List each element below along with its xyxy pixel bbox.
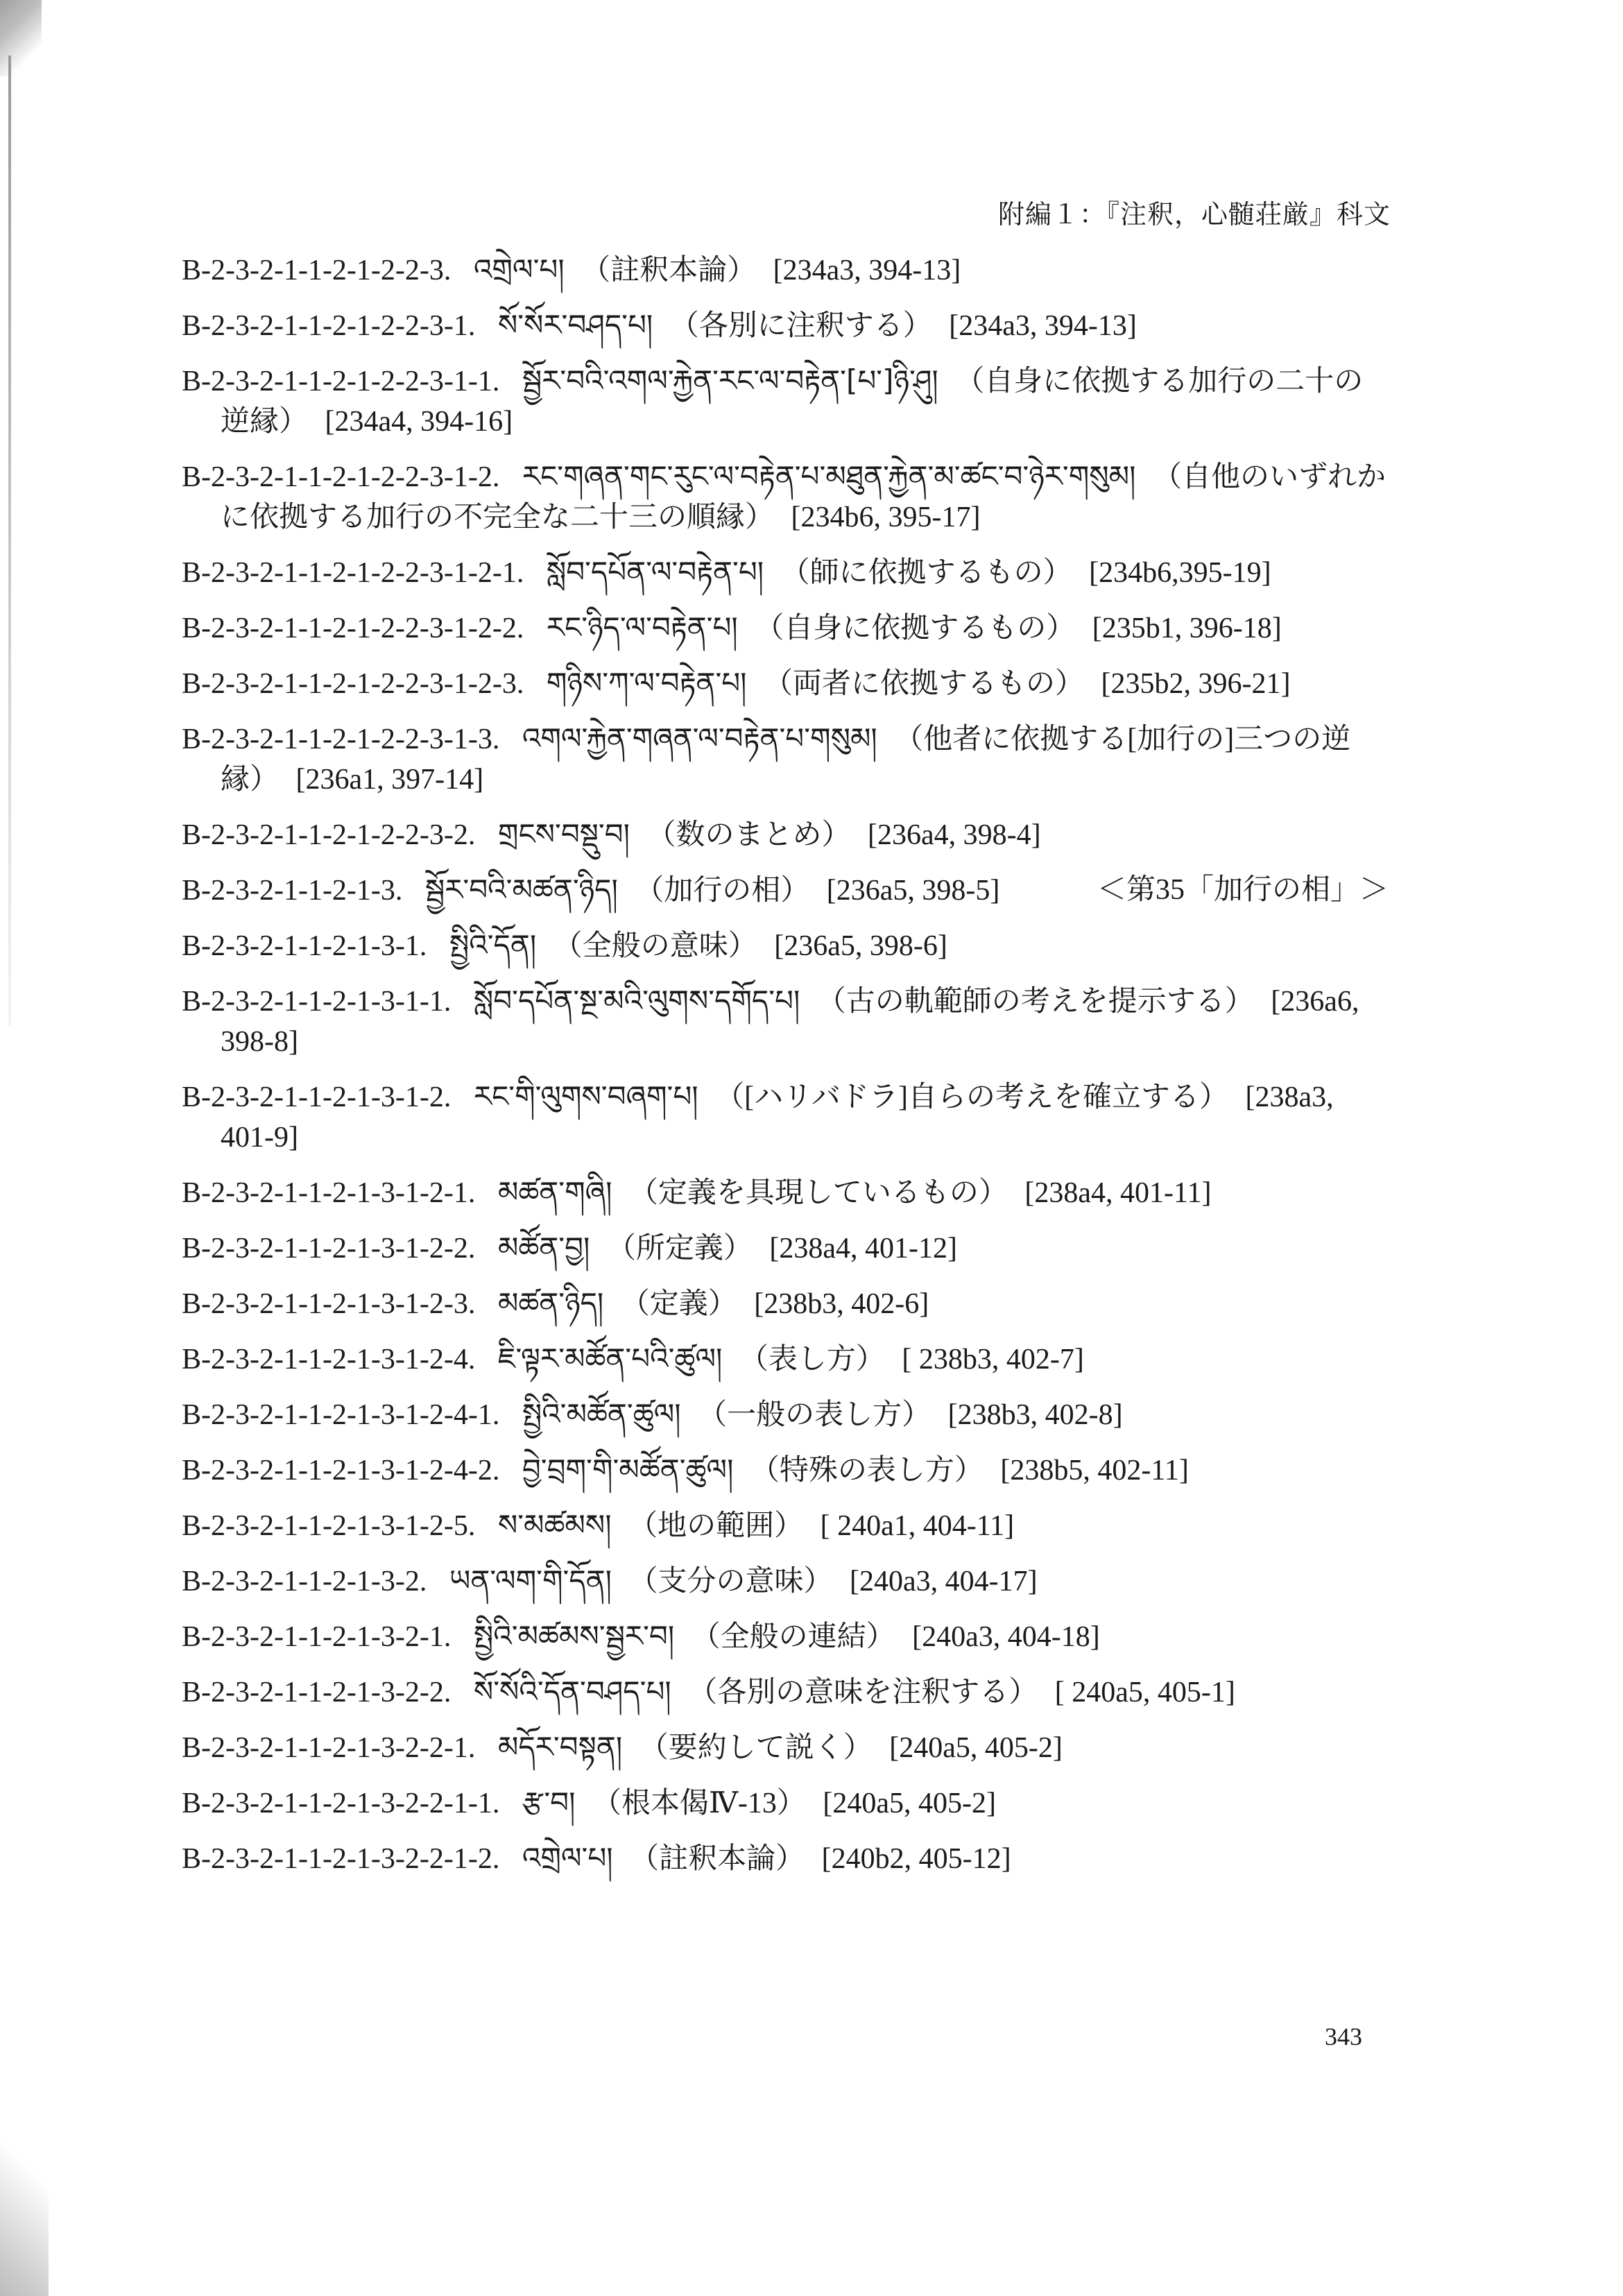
running-header: 附編１：『注釈，心髄荘厳』科文 xyxy=(997,200,1391,230)
outline-entry xyxy=(182,1783,1389,1824)
entry-japanese-title: （定義） xyxy=(620,1288,737,1320)
entry-tibetan-title: མཚོན་བྱ། xyxy=(497,1231,590,1265)
outline-entry xyxy=(182,1838,1389,1879)
scan-shadow-bottom xyxy=(0,2116,49,2296)
entry-code: B-2-3-2-1-1-2-1-2-2-3-1-2-2. xyxy=(182,612,524,644)
entry-japanese-title: （各別の意味を注釈する） xyxy=(688,1677,1038,1708)
entry-reference: [236a6, 398-8] xyxy=(221,986,1359,1058)
outline-entry xyxy=(182,981,1389,1062)
entry-code: B-2-3-2-1-1-2-1-3-2-2-1. xyxy=(182,1732,476,1764)
entry-reference: [240a5, 405-2] xyxy=(823,1788,996,1819)
entry-code: B-2-3-2-1-1-2-1-2-2-3-2. xyxy=(182,819,476,851)
outline-entry xyxy=(182,361,1389,442)
entry-reference: [234b6, 395-17] xyxy=(791,502,981,533)
entry-japanese-title: （加行の相） xyxy=(635,875,810,907)
entry-code: B-2-3-2-1-1-2-1-3-1-2-4-1. xyxy=(182,1399,500,1431)
entry-reference: [240a3, 404-18] xyxy=(912,1621,1100,1653)
entry-code: B-2-3-2-1-1-2-1-2-2-3-1-2-3. xyxy=(182,668,524,700)
entry-reference: [238a3, 401-9] xyxy=(221,1081,1334,1154)
outline-entry xyxy=(182,719,1389,800)
outline-entry xyxy=(182,925,1389,966)
entry-tibetan-title: མཚན་ཉིད། xyxy=(497,1286,604,1320)
entry-japanese-title: （註釈本論） xyxy=(630,1843,805,1875)
outline-entry xyxy=(182,1561,1389,1602)
entry-japanese-title: （表し方） xyxy=(739,1344,885,1376)
entry-reference: [238b5, 402-11] xyxy=(1000,1455,1189,1487)
entry-japanese-title: （全般の連結） xyxy=(691,1621,895,1653)
outline-entry xyxy=(182,1672,1389,1713)
entry-tibetan-title: ཡན་ལག་གི་དོན། xyxy=(449,1563,612,1597)
outline-entry xyxy=(182,608,1389,649)
entry-japanese-title: （所定義） xyxy=(606,1233,753,1265)
entry-japanese-title: （一般の表し方） xyxy=(698,1399,931,1431)
entry-reference: [ 240a5, 405-1] xyxy=(1054,1677,1235,1708)
entry-tibetan-title: སྤྱིའི་དོན། xyxy=(449,928,537,962)
entry-japanese-title: （[ハリバドラ]自らの考えを確立する） xyxy=(715,1081,1228,1113)
entry-code: B-2-3-2-1-1-2-1-3-1-2-5. xyxy=(182,1510,476,1542)
entry-reference: [240a5, 405-2] xyxy=(889,1732,1063,1764)
outline-entry xyxy=(182,1505,1389,1546)
outline-entry xyxy=(182,1172,1389,1213)
entry-japanese-title: （自身に依拠するもの） xyxy=(755,612,1076,644)
entry-japanese-title: （根本偈Ⅳ-13） xyxy=(592,1788,806,1819)
entry-japanese-title: （他者に依拠する[加行の]三つの逆縁） xyxy=(221,723,1351,796)
entry-code: B-2-3-2-1-1-2-1-3-1-1. xyxy=(182,986,452,1018)
entry-code: B-2-3-2-1-1-2-1-2-2-3-1-3. xyxy=(182,723,500,755)
outline-entry xyxy=(182,1450,1389,1491)
entry-tibetan-title: སོ་སོའི་དོན་བཤད་པ། xyxy=(473,1674,671,1708)
entry-code: B-2-3-2-1-1-2-1-3-1-2. xyxy=(182,1081,452,1113)
entry-japanese-title: （自他のいずれかに依拠する加行の不完全な二十三の順縁） xyxy=(221,461,1386,533)
entry-code: B-2-3-2-1-1-2-1-3. xyxy=(182,875,403,907)
entry-code: B-2-3-2-1-1-2-1-2-2-3. xyxy=(182,255,452,286)
outline-entry xyxy=(182,1228,1389,1269)
entry-tibetan-title: སྤྱིའི་མཚམས་སྦྱར་བ། xyxy=(473,1619,675,1653)
entry-reference: [234a4, 394-16] xyxy=(325,406,513,438)
entry-reference: [236a4, 398-4] xyxy=(867,819,1041,851)
entry-reference: [ 240a1, 404-11] xyxy=(820,1510,1015,1542)
outline-entry xyxy=(182,552,1389,593)
outline-entry xyxy=(182,250,1389,291)
entry-reference: [235b2, 396-21] xyxy=(1101,668,1291,700)
entry-code: B-2-3-2-1-1-2-1-3-1-2-3. xyxy=(182,1288,476,1320)
entry-tibetan-title: འགྲེལ་པ། xyxy=(522,1841,613,1875)
entry-code: B-2-3-2-1-1-2-1-2-2-3-1-2. xyxy=(182,461,500,493)
entry-code: B-2-3-2-1-1-2-1-3-1-2-1. xyxy=(182,1177,476,1209)
entry-tibetan-title: ཇི་ལྟར་མཚོན་པའི་ཚུལ། xyxy=(497,1342,723,1376)
entry-code: B-2-3-2-1-1-2-1-3-1. xyxy=(182,930,427,962)
entry-japanese-title: （各別に注釈する） xyxy=(669,310,932,342)
outline-entry xyxy=(182,456,1389,538)
entry-reference: [238a4, 401-11] xyxy=(1024,1177,1212,1209)
entry-reference: [240b2, 405-12] xyxy=(821,1843,1011,1875)
entry-japanese-title: （師に依拠するもの） xyxy=(780,557,1072,589)
entry-tibetan-title: སྦྱོར་བའི་མཚན་ཉིད། xyxy=(424,873,618,907)
entry-tibetan-title: གཉིས་ཀ་ལ་བརྟེན་པ། xyxy=(546,666,747,700)
entry-code: B-2-3-2-1-1-2-1-3-2-2-1-1. xyxy=(182,1788,500,1819)
entry-japanese-title: （要約して説く） xyxy=(639,1732,873,1764)
outline-entry xyxy=(182,1727,1389,1768)
entry-tibetan-title: འགྲེལ་པ། xyxy=(473,252,565,286)
outline-entry xyxy=(182,1283,1389,1324)
entry-reference: [234a3, 394-13] xyxy=(949,310,1137,342)
entry-japanese-title: （数のまとめ） xyxy=(646,819,851,851)
outline-entry xyxy=(182,1394,1389,1435)
outline-entry xyxy=(182,1339,1389,1380)
entry-tibetan-title: སྦྱོར་བའི་འགལ་རྐྱེན་རང་ལ་བརྟེན་[པ་]ཉི་ཤུ། xyxy=(522,363,938,397)
scan-binding-edge xyxy=(8,55,11,1027)
entry-code: B-2-3-2-1-1-2-1-3-2-2-1-2. xyxy=(182,1843,500,1875)
entry-reference: [238a4, 401-12] xyxy=(769,1233,957,1265)
entry-tibetan-title: མདོར་བསྟན། xyxy=(497,1730,623,1764)
entry-tibetan-title: ས་མཚམས། xyxy=(497,1508,612,1542)
entry-tibetan-title: སོ་སོར་བཤད་པ། xyxy=(497,308,653,342)
entry-tibetan-title: རྩ་བ། xyxy=(522,1785,576,1819)
entry-japanese-title: （註釈本論） xyxy=(581,255,757,286)
entry-code: B-2-3-2-1-1-2-1-2-2-3-1-2-1. xyxy=(182,557,524,589)
entry-japanese-title: （古の軌範師の考えを提示する） xyxy=(816,986,1254,1018)
entry-tibetan-title: རང་ཉིད་ལ་བརྟེན་པ། xyxy=(546,610,738,644)
entry-reference: [ 238b3, 402-7] xyxy=(902,1344,1084,1376)
outline-entry xyxy=(182,1616,1389,1657)
entry-japanese-title: （全般の意味） xyxy=(553,930,757,962)
outline-entry xyxy=(182,870,1389,911)
entry-reference: [238b3, 402-8] xyxy=(947,1399,1123,1431)
entry-japanese-title: （自身に依拠する加行の二十の逆縁） xyxy=(221,366,1364,438)
entry-tibetan-title: སློབ་དཔོན་སྔ་མའི་ལུགས་དགོད་པ། xyxy=(473,984,800,1018)
entry-code: B-2-3-2-1-1-2-1-3-2. xyxy=(182,1566,427,1597)
outline-entry xyxy=(182,1077,1389,1158)
entry-code: B-2-3-2-1-1-2-1-3-1-2-4. xyxy=(182,1344,476,1376)
entry-reference: [240a3, 404-17] xyxy=(850,1566,1038,1597)
entry-reference: [235b1, 396-18] xyxy=(1092,612,1282,644)
scan-shadow-top xyxy=(0,0,42,76)
entry-japanese-title: （地の範囲） xyxy=(628,1510,804,1542)
entry-reference: [236a1, 397-14] xyxy=(295,764,484,796)
entry-reference: [236a5, 398-6] xyxy=(774,930,947,962)
entry-reference: [238b3, 402-6] xyxy=(754,1288,929,1320)
entry-tibetan-title: རང་གཞན་གང་རུང་ལ་བརྟེན་པ་མཐུན་རྐྱེན་མ་ཚང་བ་ཉེར་གསུམ། xyxy=(522,459,1136,493)
entry-tibetan-title: སྤྱིའི་མཚོན་ཚུལ། xyxy=(522,1397,681,1431)
outline-entry xyxy=(182,305,1389,346)
outline-entry xyxy=(182,663,1389,704)
entry-code: B-2-3-2-1-1-2-1-2-2-3-1-1. xyxy=(182,366,500,397)
entry-japanese-title: （支分の意味） xyxy=(628,1566,833,1597)
entry-reference: [236a5, 398-5] xyxy=(826,875,1000,907)
entry-tibetan-title: སློབ་དཔོན་ལ་བརྟེན་པ། xyxy=(546,555,764,589)
entry-japanese-title: （定義を具現しているもの） xyxy=(628,1177,1008,1209)
entry-code: B-2-3-2-1-1-2-1-2-2-3-1. xyxy=(182,310,476,342)
entry-code: B-2-3-2-1-1-2-1-3-1-2-4-2. xyxy=(182,1455,500,1487)
entry-tibetan-title: གྲངས་བསྡུ་བ། xyxy=(497,817,630,851)
entry-japanese-title: （特殊の表し方） xyxy=(750,1455,984,1487)
outline-list xyxy=(182,250,1389,1894)
entry-tibetan-title: མཚན་གཞི། xyxy=(497,1175,612,1209)
entry-reference: [234a3, 394-13] xyxy=(773,255,961,286)
entry-code: B-2-3-2-1-1-2-1-3-2-2. xyxy=(182,1677,452,1708)
outline-entry xyxy=(182,814,1389,855)
entry-japanese-title: （両者に依拠するもの） xyxy=(764,668,1085,700)
entry-code: B-2-3-2-1-1-2-1-3-2-1. xyxy=(182,1621,452,1653)
section-note: ＜第35「加行の相」＞ xyxy=(1097,874,1389,906)
entry-tibetan-title: བྱེ་བྲག་གི་མཚོན་ཚུལ། xyxy=(522,1453,734,1487)
entry-reference: [234b6,395-19] xyxy=(1089,557,1271,589)
page-number: 343 xyxy=(1325,2023,1362,2050)
entry-tibetan-title: འགལ་རྐྱེན་གཞན་ལ་བརྟེན་པ་གསུམ། xyxy=(522,721,877,755)
entry-tibetan-title: རང་གི་ལུགས་བཞག་པ། xyxy=(473,1079,698,1113)
entry-code: B-2-3-2-1-1-2-1-3-1-2-2. xyxy=(182,1233,476,1265)
